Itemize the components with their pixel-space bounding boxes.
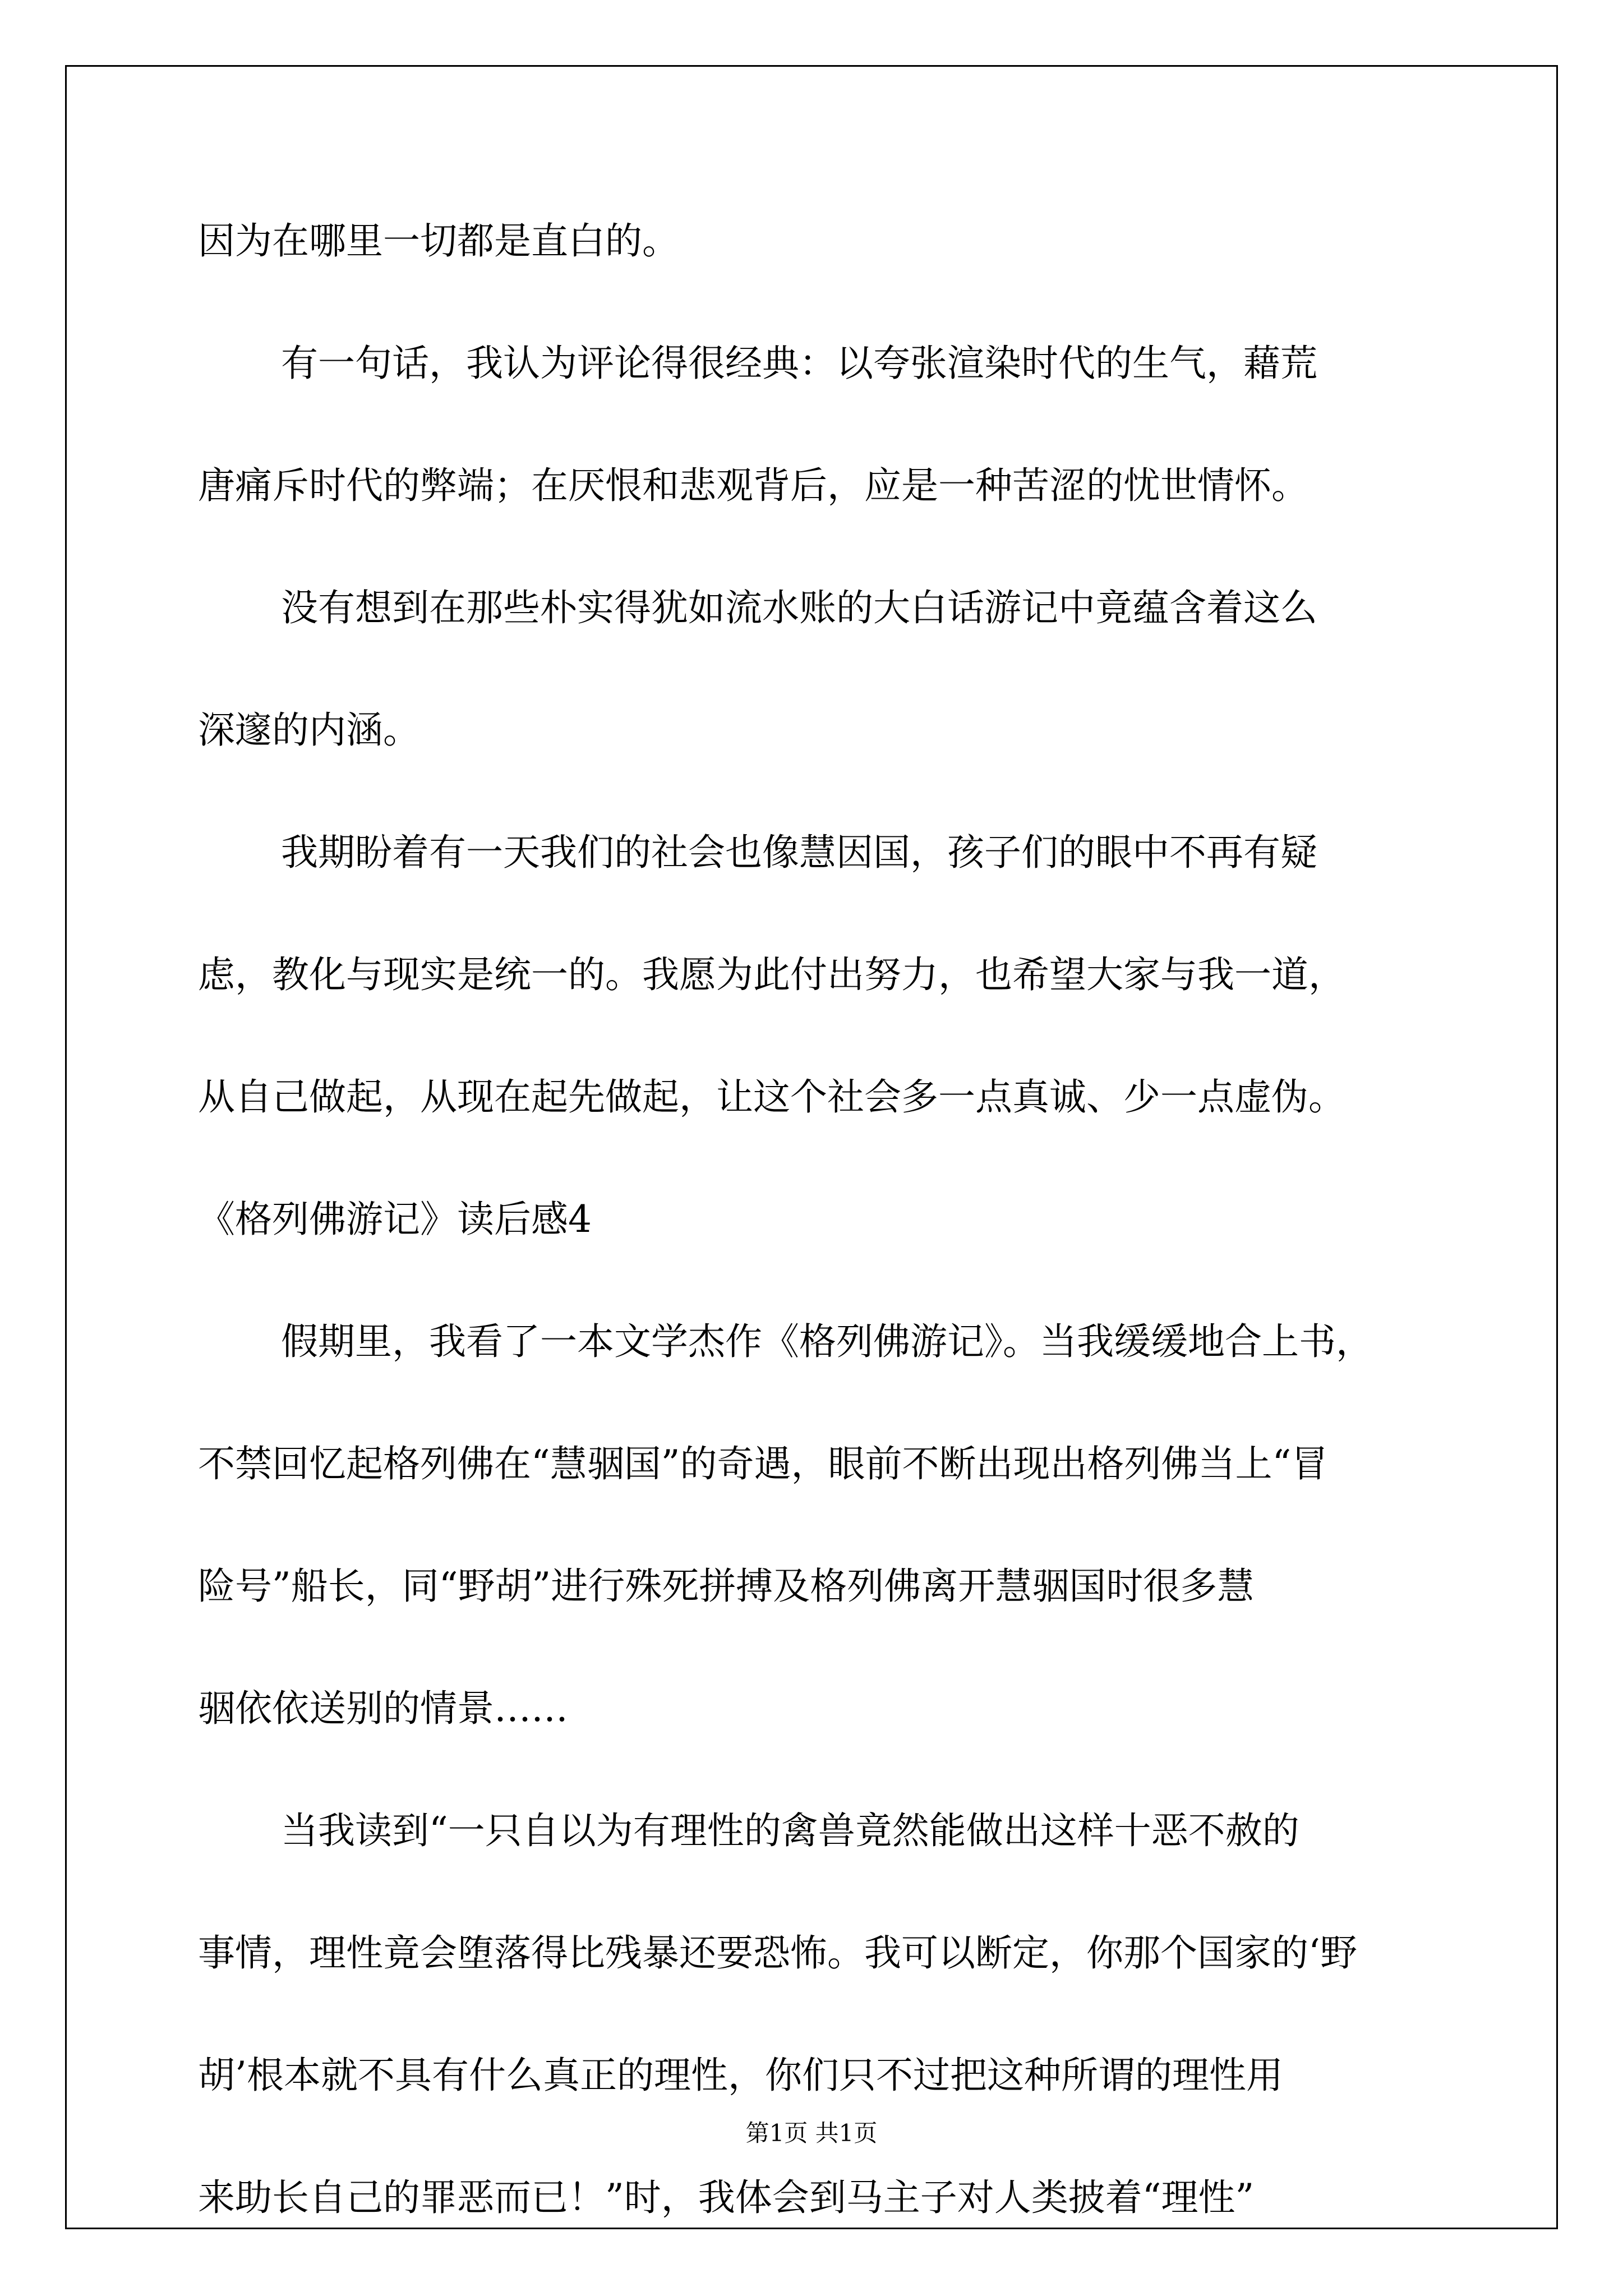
text-line: 骃依依送别的情景…… — [198, 1687, 568, 1730]
text-line: 当我读到“一只自以为有理性的禽兽竟然能做出这样十恶不赦的 — [281, 1809, 1299, 1852]
page-footer: 第1页 共1页 — [745, 2119, 878, 2147]
text-line: 唐痛斥时代的弊端；在厌恨和悲观背后，应是一种苦涩的忧世情怀。 — [198, 464, 1308, 507]
text-line: 不禁回忆起格列佛在“慧骃国”的奇遇，眼前不断出现出格列佛当上“冒 — [198, 1442, 1329, 1485]
text-line: 深邃的内涵。 — [198, 708, 420, 752]
text-line: 来助长自己的罪恶而已！”时，我体会到马主子对人类披着“理性” — [198, 2176, 1255, 2219]
text-line: 我期盼着有一天我们的社会也像慧因国，孩子们的眼中不再有疑 — [281, 831, 1317, 874]
text-line: 因为在哪里一切都是直白的。 — [198, 219, 679, 263]
page-border — [65, 65, 1558, 2229]
text-line: 假期里，我看了一本文学杰作《格列佛游记》。当我缓缓地合上书， — [281, 1320, 1373, 1363]
text-line: 有一句话，我认为评论得很经典：以夸张渲染时代的生气，藉荒 — [281, 342, 1317, 385]
section-heading: 《格列佛游记》读后感4 — [198, 1198, 592, 1241]
text-line: 胡’根本就不具有什么真正的理性，你们只不过把这种所谓的理性用 — [198, 2054, 1283, 2097]
text-line: 虑，教化与现实是统一的。我愿为此付出努力，也希望大家与我一道， — [198, 953, 1345, 996]
text-line: 从自己做起，从现在起先做起，让这个社会多一点真诚、少一点虚伪。 — [198, 1075, 1345, 1119]
text-line: 险号”船长，同“野胡”进行殊死拼搏及格列佛离开慧骃国时很多慧 — [198, 1565, 1255, 1608]
text-line: 没有想到在那些朴实得犹如流水账的大白话游记中竟蕴含着这么 — [281, 586, 1317, 629]
text-line: 事情，理性竟会堕落得比残暴还要恐怖。我可以断定，你那个国家的‘野 — [198, 1931, 1357, 1975]
